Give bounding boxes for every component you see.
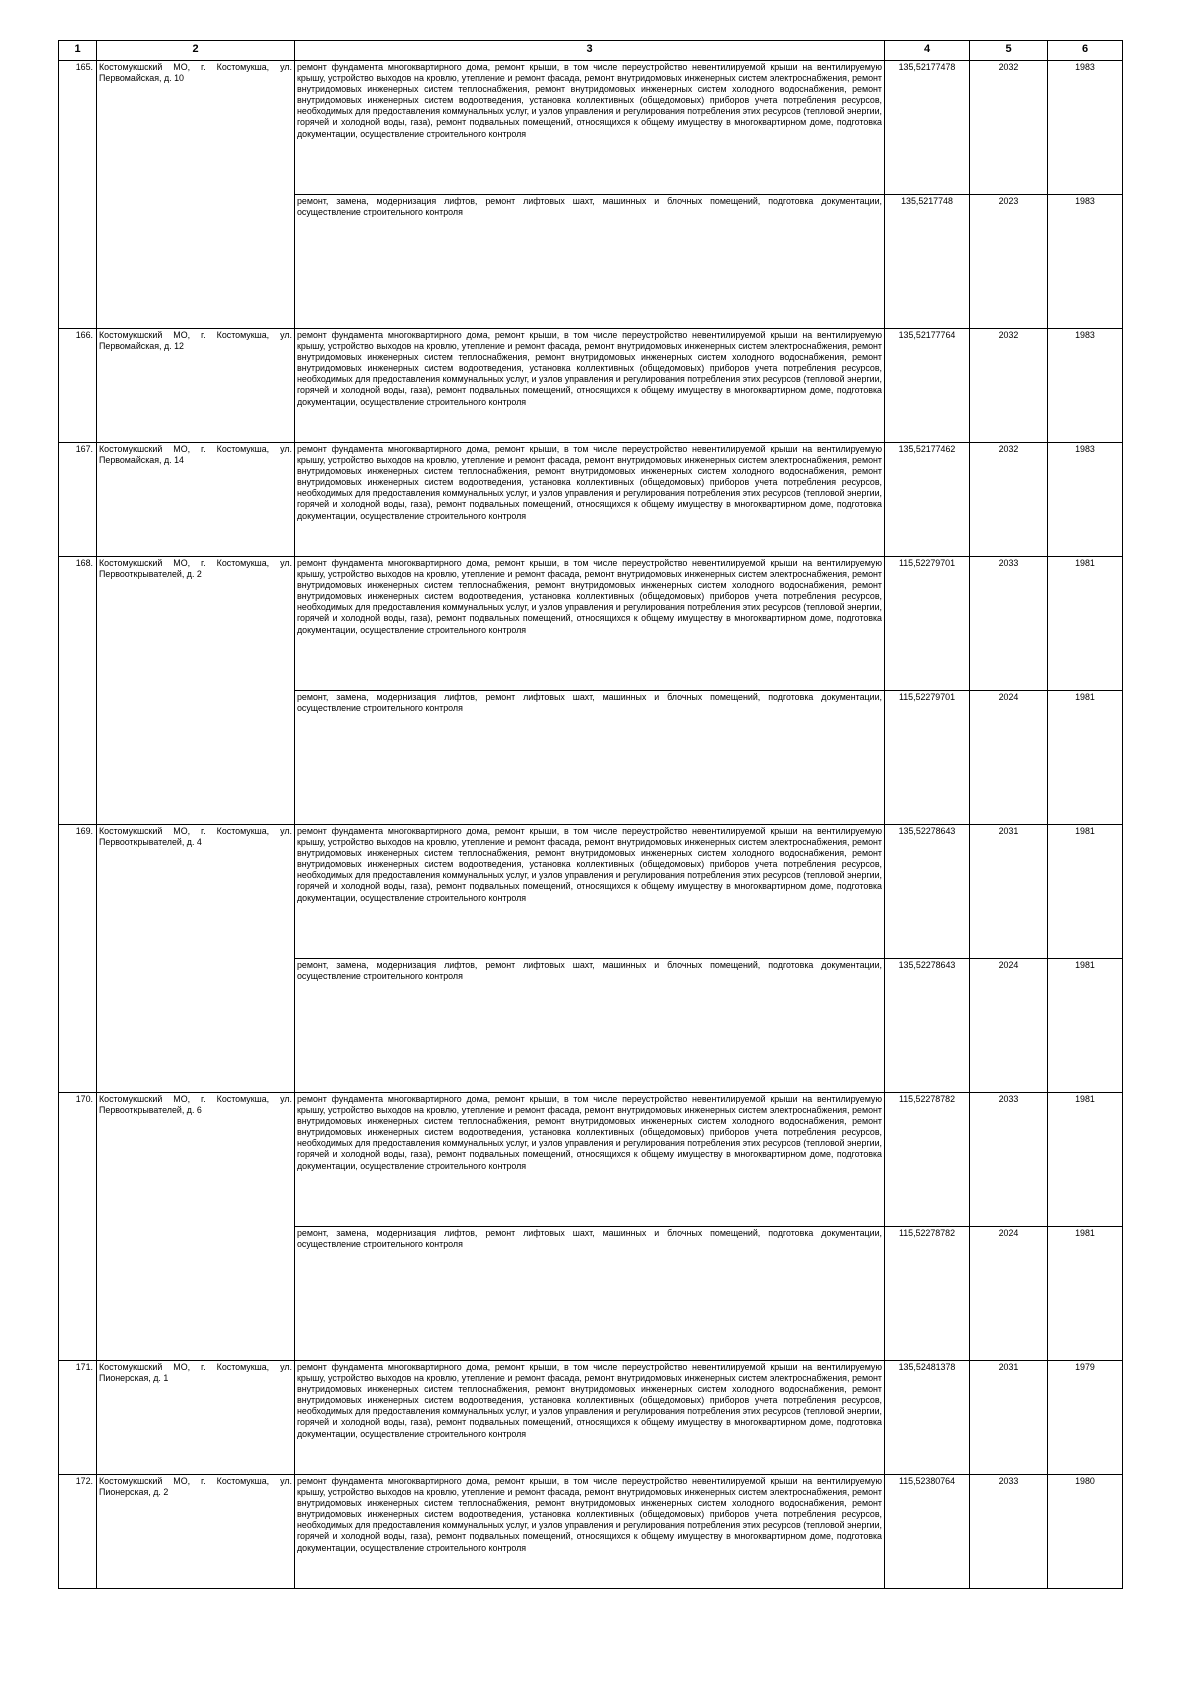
build-year-cell: 1981 [1048,825,1123,959]
planned-year-cell: 2033 [970,1475,1048,1589]
planned-year-cell: 2032 [970,61,1048,195]
build-year-cell: 1983 [1048,443,1123,557]
build-year-cell: 1981 [1048,1227,1123,1361]
address-cell: Костомукшский МО, г. Костомукша, ул. Пионерская, д. 1 [97,1361,295,1475]
table-row [59,959,1123,1093]
row-number [59,195,97,329]
address-cell: Костомукшский МО, г. Костомукша, ул. Первомайская, д. 14 [97,443,295,557]
build-year-cell: 1980 [1048,1475,1123,1589]
address-cell [97,691,295,825]
row-number: 168. [59,557,97,691]
table-row [59,61,1123,195]
address-cell: Костомукшский МО, г. Костомукша, ул. Первомайская, д. 10 [97,61,295,195]
header-row [59,41,1123,61]
works-description-cell: ремонт фундамента многоквартирного дома, ремонт крыши, в том числе переустройство невентилируемой крыши на вентилируемую крышу, устройство выходов на кровлю, утепление и ремонт фасада, ремонт внутридомовых инженерных систем электроснабжения, ремонт внутридомовых инженерных систем теплоснабжения, ремонт внутридомовых инженерных систем холодного водоснабжения, ремонт внутридомовых инженерных систем водоотведения, установка коллективных (общедомовых) приборов учета потребления ресурсов, необходимых для предоставления коммунальных услуг, и узлов управления и регулирования потребления этих ресурсов (тепловой энергии, горячей и холодной воды, газа), ремонт подвальных помещений, относящихся к общему имуществу в многоквартирном доме, подготовка документации, осуществление строительного контроля [295,1361,885,1475]
build-year-cell: 1983 [1048,329,1123,443]
cost-cell: 135,52278643 [885,825,970,959]
works-description-cell: ремонт фундамента многоквартирного дома, ремонт крыши, в том числе переустройство невентилируемой крыши на вентилируемую крышу, устройство выходов на кровлю, утепление и ремонт фасада, ремонт внутридомовых инженерных систем электроснабжения, ремонт внутридомовых инженерных систем теплоснабжения, ремонт внутридомовых инженерных систем холодного водоснабжения, ремонт внутридомовых инженерных систем водоотведения, установка коллективных (общедомовых) приборов учета потребления ресурсов, необходимых для предоставления коммунальных услуг, и узлов управления и регулирования потребления этих ресурсов (тепловой энергии, горячей и холодной воды, газа), ремонт подвальных помещений, относящихся к общему имуществу в многоквартирном доме, подготовка документации, осуществление строительного контроля [295,1093,885,1227]
build-year-cell: 1979 [1048,1361,1123,1475]
column-header: 3 [295,41,885,61]
table-row [59,1093,1123,1227]
address-cell [97,195,295,329]
planned-year-cell: 2031 [970,825,1048,959]
cost-cell: 115,52278782 [885,1093,970,1227]
build-year-cell: 1981 [1048,557,1123,691]
works-description-cell: ремонт, замена, модернизация лифтов, ремонт лифтовых шахт, машинных и блочных помещений, подготовка документации, осуществление строительного контроля [295,959,885,1093]
table-row [59,1475,1123,1589]
build-year-cell: 1981 [1048,1093,1123,1227]
planned-year-cell: 2033 [970,1093,1048,1227]
address-cell [97,959,295,1093]
row-number [59,691,97,825]
capital-repair-table [58,40,1123,1589]
table-row [59,557,1123,691]
works-description-cell: ремонт фундамента многоквартирного дома, ремонт крыши, в том числе переустройство невентилируемой крыши на вентилируемую крышу, устройство выходов на кровлю, утепление и ремонт фасада, ремонт внутридомовых инженерных систем электроснабжения, ремонт внутридомовых инженерных систем теплоснабжения, ремонт внутридомовых инженерных систем холодного водоснабжения, ремонт внутридомовых инженерных систем водоотведения, установка коллективных (общедомовых) приборов учета потребления ресурсов, необходимых для предоставления коммунальных услуг, и узлов управления и регулирования потребления этих ресурсов (тепловой энергии, горячей и холодной воды, газа), ремонт подвальных помещений, относящихся к общему имуществу в многоквартирном доме, подготовка документации, осуществление строительного контроля [295,825,885,959]
row-number: 169. [59,825,97,959]
column-header: 1 [59,41,97,61]
works-description-cell: ремонт фундамента многоквартирного дома, ремонт крыши, в том числе переустройство невентилируемой крыши на вентилируемую крышу, устройство выходов на кровлю, утепление и ремонт фасада, ремонт внутридомовых инженерных систем электроснабжения, ремонт внутридомовых инженерных систем теплоснабжения, ремонт внутридомовых инженерных систем холодного водоснабжения, ремонт внутридомовых инженерных систем водоотведения, установка коллективных (общедомовых) приборов учета потребления ресурсов, необходимых для предоставления коммунальных услуг, и узлов управления и регулирования потребления этих ресурсов (тепловой энергии, горячей и холодной воды, газа), ремонт подвальных помещений, относящихся к общему имуществу в многоквартирном доме, подготовка документации, осуществление строительного контроля [295,443,885,557]
column-header: 2 [97,41,295,61]
planned-year-cell: 2023 [970,195,1048,329]
build-year-cell: 1983 [1048,61,1123,195]
planned-year-cell: 2033 [970,557,1048,691]
table-row [59,195,1123,329]
document-page [58,40,1122,1589]
planned-year-cell: 2024 [970,691,1048,825]
works-description-cell: ремонт фундамента многоквартирного дома, ремонт крыши, в том числе переустройство невентилируемой крыши на вентилируемую крышу, устройство выходов на кровлю, утепление и ремонт фасада, ремонт внутридомовых инженерных систем электроснабжения, ремонт внутридомовых инженерных систем теплоснабжения, ремонт внутридомовых инженерных систем холодного водоснабжения, ремонт внутридомовых инженерных систем водоотведения, установка коллективных (общедомовых) приборов учета потребления ресурсов, необходимых для предоставления коммунальных услуг, и узлов управления и регулирования потребления этих ресурсов (тепловой энергии, горячей и холодной воды, газа), ремонт подвальных помещений, относящихся к общему имуществу в многоквартирном доме, подготовка документации, осуществление строительного контроля [295,557,885,691]
table-row [59,825,1123,959]
build-year-cell: 1983 [1048,195,1123,329]
address-cell: Костомукшский МО, г. Костомукша, ул. Пионерская, д. 2 [97,1475,295,1589]
cost-cell: 135,52481378 [885,1361,970,1475]
works-description-cell: ремонт, замена, модернизация лифтов, ремонт лифтовых шахт, машинных и блочных помещений, подготовка документации, осуществление строительного контроля [295,691,885,825]
works-description-cell: ремонт, замена, модернизация лифтов, ремонт лифтовых шахт, машинных и блочных помещений, подготовка документации, осуществление строительного контроля [295,195,885,329]
table-row [59,1361,1123,1475]
build-year-cell: 1981 [1048,691,1123,825]
works-description-cell: ремонт фундамента многоквартирного дома, ремонт крыши, в том числе переустройство невентилируемой крыши на вентилируемую крышу, устройство выходов на кровлю, утепление и ремонт фасада, ремонт внутридомовых инженерных систем электроснабжения, ремонт внутридомовых инженерных систем теплоснабжения, ремонт внутридомовых инженерных систем холодного водоснабжения, ремонт внутридомовых инженерных систем водоотведения, установка коллективных (общедомовых) приборов учета потребления ресурсов, необходимых для предоставления коммунальных услуг, и узлов управления и регулирования потребления этих ресурсов (тепловой энергии, горячей и холодной воды, газа), ремонт подвальных помещений, относящихся к общему имуществу в многоквартирном доме, подготовка документации, осуществление строительного контроля [295,1475,885,1589]
table-row [59,329,1123,443]
row-number: 165. [59,61,97,195]
cost-cell: 135,52278643 [885,959,970,1093]
table-body [59,61,1123,1589]
planned-year-cell: 2024 [970,1227,1048,1361]
column-header: 4 [885,41,970,61]
cost-cell: 135,52177478 [885,61,970,195]
works-description-cell: ремонт, замена, модернизация лифтов, ремонт лифтовых шахт, машинных и блочных помещений, подготовка документации, осуществление строительного контроля [295,1227,885,1361]
address-cell: Костомукшский МО, г. Костомукша, ул. Первооткрывателей, д. 6 [97,1093,295,1227]
table-row [59,1227,1123,1361]
cost-cell: 115,52279701 [885,691,970,825]
address-cell: Костомукшский МО, г. Костомукша, ул. Первооткрывателей, д. 4 [97,825,295,959]
works-description-cell: ремонт фундамента многоквартирного дома, ремонт крыши, в том числе переустройство невентилируемой крыши на вентилируемую крышу, устройство выходов на кровлю, утепление и ремонт фасада, ремонт внутридомовых инженерных систем электроснабжения, ремонт внутридомовых инженерных систем теплоснабжения, ремонт внутридомовых инженерных систем холодного водоснабжения, ремонт внутридомовых инженерных систем водоотведения, установка коллективных (общедомовых) приборов учета потребления ресурсов, необходимых для предоставления коммунальных услуг, и узлов управления и регулирования потребления этих ресурсов (тепловой энергии, горячей и холодной воды, газа), ремонт подвальных помещений, относящихся к общему имуществу в многоквартирном доме, подготовка документации, осуществление строительного контроля [295,329,885,443]
row-number: 172. [59,1475,97,1589]
cost-cell: 115,52278782 [885,1227,970,1361]
table-row [59,443,1123,557]
planned-year-cell: 2032 [970,329,1048,443]
row-number [59,1227,97,1361]
table-row [59,691,1123,825]
address-cell: Костомукшский МО, г. Костомукша, ул. Первомайская, д. 12 [97,329,295,443]
build-year-cell: 1981 [1048,959,1123,1093]
cost-cell: 135,52177764 [885,329,970,443]
cost-cell: 135,52177462 [885,443,970,557]
row-number: 166. [59,329,97,443]
row-number: 167. [59,443,97,557]
planned-year-cell: 2032 [970,443,1048,557]
cost-cell: 135,5217748 [885,195,970,329]
cost-cell: 115,52279701 [885,557,970,691]
column-header: 5 [970,41,1048,61]
column-header: 6 [1048,41,1123,61]
address-cell: Костомукшский МО, г. Костомукша, ул. Первооткрывателей, д. 2 [97,557,295,691]
planned-year-cell: 2024 [970,959,1048,1093]
address-cell [97,1227,295,1361]
planned-year-cell: 2031 [970,1361,1048,1475]
row-number: 170. [59,1093,97,1227]
row-number [59,959,97,1093]
row-number: 171. [59,1361,97,1475]
cost-cell: 115,52380764 [885,1475,970,1589]
works-description-cell: ремонт фундамента многоквартирного дома, ремонт крыши, в том числе переустройство невентилируемой крыши на вентилируемую крышу, устройство выходов на кровлю, утепление и ремонт фасада, ремонт внутридомовых инженерных систем электроснабжения, ремонт внутридомовых инженерных систем теплоснабжения, ремонт внутридомовых инженерных систем холодного водоснабжения, ремонт внутридомовых инженерных систем водоотведения, установка коллективных (общедомовых) приборов учета потребления ресурсов, необходимых для предоставления коммунальных услуг, и узлов управления и регулирования потребления этих ресурсов (тепловой энергии, горячей и холодной воды, газа), ремонт подвальных помещений, относящихся к общему имуществу в многоквартирном доме, подготовка документации, осуществление строительного контроля [295,61,885,195]
